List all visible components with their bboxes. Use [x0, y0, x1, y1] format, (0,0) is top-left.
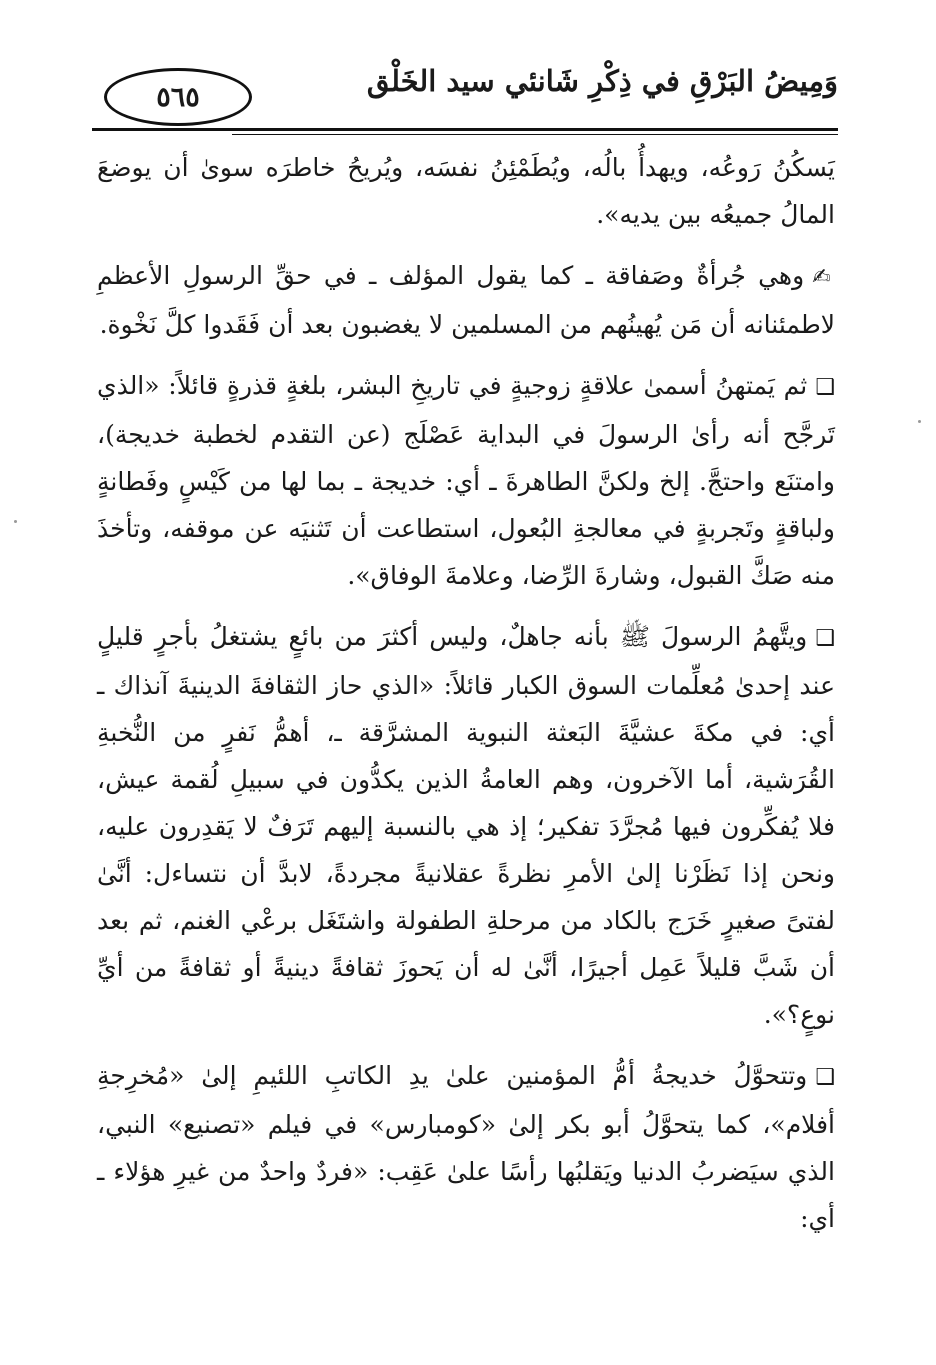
- running-title: وَمِيضُ البَرْقِ في ذِكْرِ شَانئي سيد الخَلْق: [366, 64, 838, 98]
- header-rule: [92, 128, 838, 131]
- square-bullet-icon: ❑: [815, 1065, 835, 1090]
- scan-speck: [14, 520, 17, 523]
- paragraph-text: يَسكُنُ رَوعُه، ويهدأُ بالُه، ويُطَمْئِنُ نفسَه، ويُريحُ خاطرَه سوىٰ أن يوضعَ المالُ جميعُه بين يديه».: [97, 153, 835, 229]
- page-header: [92, 58, 838, 128]
- paragraph: [97, 613, 835, 1038]
- paragraph-text: ثم يَمتهنُ أسمىٰ علاقةٍ زوجيةٍ في تاريخِ البشر، بلغةٍ قذرةٍ قائلاً: «الذي تَرجَّح أنه رأىٰ الرسولَ في البداية عَصْلَج (عن التقدم لخطبة خديجة)، وامتنَع واحتجَّ. إلخ ولكنَّ الطاهرةَ ـ أي: خديجة ـ بما لها من كَيْسٍ وفَطانةٍ ولباقةٍ وتَجربةٍ في معالجةِ البُعول، استطاعت أن تَثنيَه عن موقفه، وتأخذَ منه صَكَّ القبول، وشارةَ الرِّضا، وعلامةَ الوفاق».: [97, 371, 835, 590]
- paragraph-text: وهي جُرأةٌ وصَفاقة ـ كما يقول المؤلف ـ في حقِّ الرسولِ الأعظمِ لاطمئنانه أن مَن يُهينُهم من المسلمين لا يغضبون بعد أن فَقَدوا كلَّ نَخْوة.: [97, 261, 835, 339]
- square-bullet-icon: ❑: [815, 626, 835, 651]
- paragraph: [97, 362, 835, 599]
- pen-icon: ✍: [812, 265, 835, 290]
- square-bullet-icon: ❑: [815, 375, 835, 400]
- body-text: [97, 144, 835, 1256]
- page-number-frame: [104, 68, 252, 126]
- paragraph: [97, 252, 835, 348]
- paragraph: [97, 1052, 835, 1242]
- page-number: ٥٦٥: [156, 81, 200, 113]
- paragraph-text: ويتَّهمُ الرسولَ ﷺ بأنه جاهلٌ، وليس أكثرَ من بائعٍ يشتغلُ بأجرٍ قليلٍ عند إحدىٰ مُعلِّمات السوق الكبار قائلاً: «الذي حاز الثقافةَ الدينيةَ آنذاك ـ أي: في مكةَ عشيَّةَ البَعثة النبوية المشرَّقة ـ، أهمُّ نَفرٍ من النُّخبةِ القُرَشية، أما الآخرون، وهم العامةُ الذين يكدُّون في سبيلِ لُقمة عيش، فلا يُفكِّرون فيها مُجرَّدَ تفكير؛ إذ هي بالنسبة إليهم تَرَفٌ لا يَقدِرون عليه، ونحن إذا نَظَرْنا إلىٰ الأمرِ نظرةً عقلانيةً مجردةً، لابدَّ أن نتساءل: أنَّىٰ لفتىً صغيرٍ خَرَج بالكاد من مرحلةِ الطفولة واشتَغَل برعْي الغنم، ثم بعد أن شَبَّ قليلاً عَمِل أجيرًا، أنَّىٰ له أن يَحوزَ ثقافةً دينيةً أو ثقافةً من أيِّ نوعٍ؟».: [97, 622, 835, 1029]
- paragraph: [97, 144, 835, 238]
- header-rule-thin: [232, 134, 838, 135]
- paragraph-text: وتتحوَّلُ خديجةُ أمُّ المؤمنين علىٰ يدِ الكاتبِ اللئيمِ إلىٰ «مُخرِجةِ أفلام»، كما يتحوَّلُ أبو بكر إلىٰ «كومبارس» في فيلم «تصنيع» النبي، الذي سيَضربُ الدنيا ويَقلبُها رأسًا علىٰ عَقِب: «فردٌ واحدٌ من غيرِ هؤلاء ـ أي:: [97, 1061, 835, 1233]
- scan-speck: [918, 420, 921, 423]
